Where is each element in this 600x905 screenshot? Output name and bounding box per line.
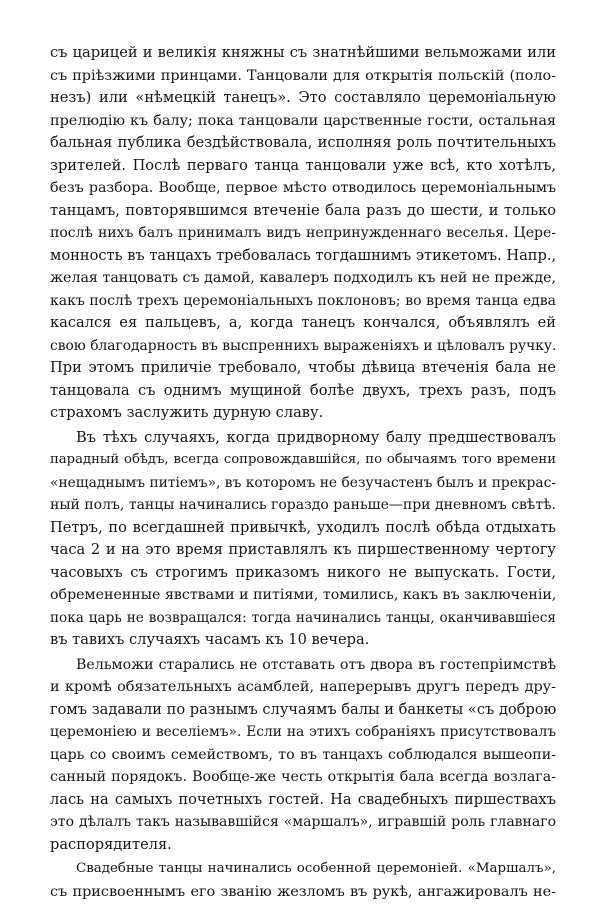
text-line: царь со своимъ семействомъ, то въ танцахъ соблюдался вышеопи- xyxy=(50,746,556,763)
text-line: Свадебные танцы начинались особенной церемоніей. «Маршалъ», xyxy=(76,861,556,876)
text-line: это дѣлалъ такъ называвшійся «маршалъ», игравшій роль главнаго xyxy=(50,814,556,830)
text-line: незъ) или «нѣмецкій танецъ». Это составляло церемоніальную xyxy=(50,89,556,106)
paragraph-3 xyxy=(50,654,556,857)
text-line: касался ея пальцевъ, а, когда танецъ кончался, объявлялъ ей xyxy=(50,314,556,331)
text-line: Петръ, по всегдашней привычкѣ, уходилъ послѣ обѣда отдыхать xyxy=(50,518,556,536)
text-line: ный полъ, танцы начинались гораздо раньше—при дневномъ свѣтѣ. xyxy=(50,497,556,513)
text-line: и кромѣ обязательныхъ асамблей, наперерывъ другъ передъ дру- xyxy=(50,679,556,695)
text-line: При этомъ приличіе требовало, чтобы дѣвица втеченія бала не xyxy=(50,359,556,376)
paragraph-2 xyxy=(50,427,556,652)
text-line: монность въ танцахъ требовалась тогдашнимъ этикетомъ. Напр., xyxy=(50,246,557,264)
text-line: въ тавихъ случаяхъ часамъ къ 10 вечера. xyxy=(50,631,370,648)
text-line: часовыхъ съ строгимъ приказомъ никого не выпускать. Гости, xyxy=(50,563,556,581)
text-line: желая танцовать съ дамой, кавалеръ подходилъ къ ней не прежде, xyxy=(50,270,556,286)
paragraph-1 xyxy=(50,42,556,425)
text-line: съ присвоеннымъ его званію жезломъ въ рукѣ, ангажировалъ не- xyxy=(50,883,556,900)
text-line: свою благодарность въ выспреннихъ выраженіяхъ и цѣловалъ ручку. xyxy=(50,337,557,354)
text-line: обремененные явствами и питіями, томились, какъ въ заключеніи, xyxy=(50,587,557,603)
paragraph-4 xyxy=(50,858,556,903)
text-line: безъ разбора. Вообще, первое мѣсто отводилось церемоніальнымъ xyxy=(50,180,556,196)
text-line: послѣ нихъ балъ принималъ видъ непринужденнаго веселья. Цере- xyxy=(50,225,556,241)
text-line: прелюдію къ балу; пока танцовали царственные гости, остальная xyxy=(50,112,556,129)
text-line: гомъ задавали по разнымъ случаямъ балы и банкеты «съ доброю xyxy=(50,700,557,718)
text-line: танцовала съ однимъ мущиной болѣе двухъ, трехъ разъ, подъ xyxy=(50,381,556,399)
text-line: съ пріѣзжими принцами. Танцовали для открытія польскій (поло- xyxy=(50,67,556,84)
text-line: Вельможи старались не отставать отъ двора въ гостепріимствѣ xyxy=(76,656,556,673)
text-line: церемоніею и веселіемъ». Если на этихъ собраніяхъ присутствовалъ xyxy=(50,724,556,740)
text-line: распорядителя. xyxy=(50,835,172,853)
text-line: парадный обѣдъ, всегда сопровождавшійся, по обычаямъ того времени xyxy=(50,452,556,467)
text-line: санный порядокъ. Вообще-же честь открытія бала всегда возлага- xyxy=(50,769,556,785)
text-line: страхомъ заслужить дурную славу. xyxy=(50,404,324,421)
text-line: танцамъ, повторявшимся втеченіе бала разъ до шести, и только xyxy=(50,201,556,219)
text-line: Въ тѣхъ случаяхъ, когда придворному балу предшествовалъ xyxy=(76,428,556,446)
text-line: съ царицей и великія княжны съ знатнѣйшими вельможами или xyxy=(50,44,556,61)
text-line: какъ послѣ трехъ церемоніальныхъ поклоновъ; во время танца едва xyxy=(50,292,556,309)
text-line: бальная публика бездѣйствовала, исполняя роль почтительныхъ xyxy=(50,134,556,151)
text-line: «нещаднымъ питіемъ», въ которомъ не безучастенъ былъ и прекрас- xyxy=(50,474,556,491)
text-line: часа 2 и на это время приставлялъ къ пиршественному чертогу xyxy=(50,541,556,558)
text-line: зрителей. Послѣ перваго танца танцовали уже всѣ, кто хотѣлъ, xyxy=(50,156,556,174)
book-page xyxy=(50,42,556,905)
text-line: лась на самыхъ почетныхъ гостей. На свадебныхъ пиршествахъ xyxy=(50,790,556,808)
text-line: пока царь не возвращался: тогда начинались танцы, оканчивавшіеся xyxy=(50,609,556,626)
